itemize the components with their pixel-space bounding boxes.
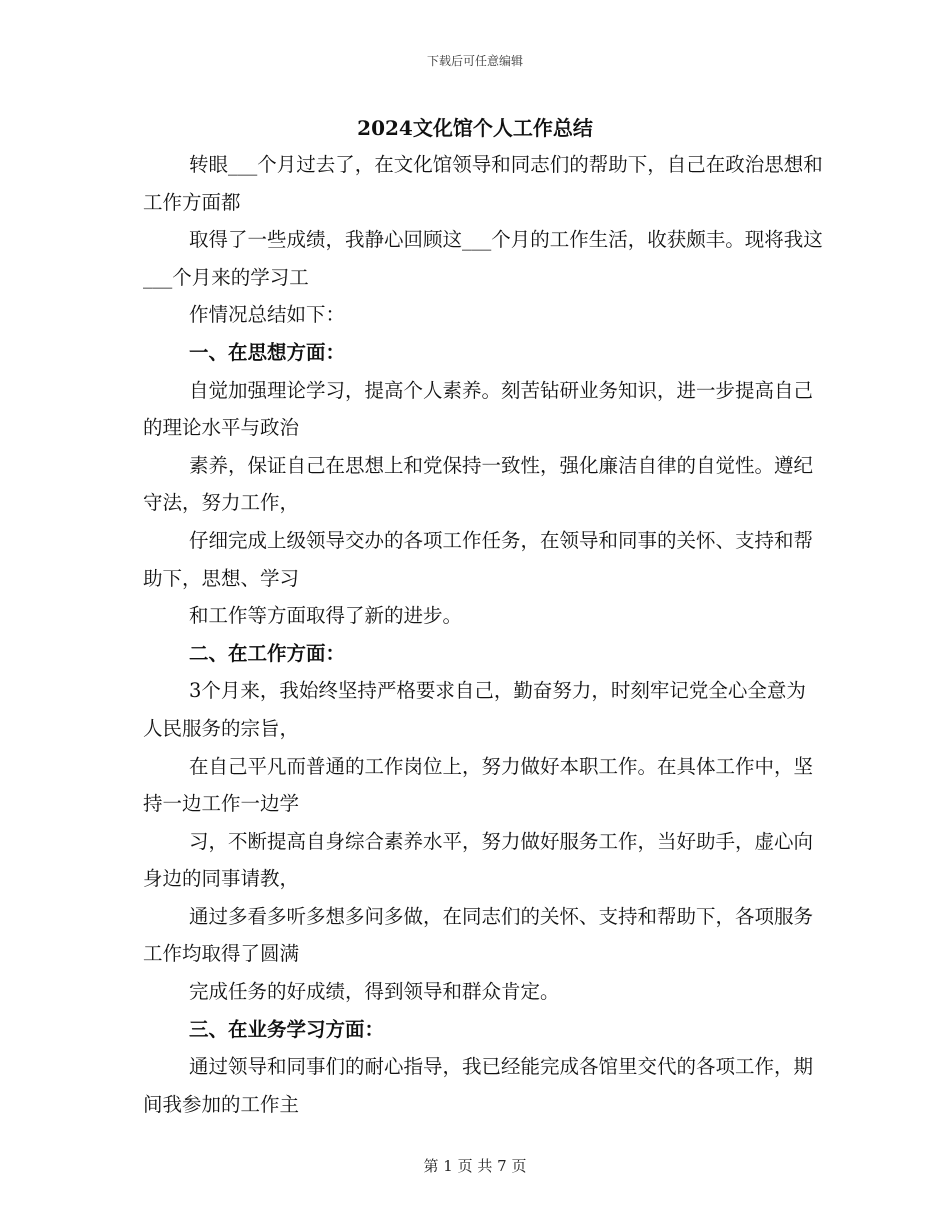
paragraph: 和工作等方面取得了新的进步。 xyxy=(189,604,463,628)
paragraph: 取得了一些成绩，我静心回顾这___个月的工作生活，收获颇丰。现将我这___个月来的学习工 xyxy=(143,228,823,289)
paragraph: 完成任务的好成绩，得到领导和群众肯定。 xyxy=(189,980,560,1004)
section-heading-thought: 一、在思想方面： xyxy=(189,340,346,364)
paragraph: 自觉加强理论学习，提高个人素养。刻苦钻研业务知识，进一步提高自己的理论水平与政治 xyxy=(143,378,814,440)
paragraph: 转眼___个月过去了，在文化馆领导和同志们的帮助下，自己在政治思想和工作方面都 xyxy=(143,153,823,214)
paragraph: 习，不断提高自身综合素养水平，努力做好服务工作，当好助手，虚心向身边的同事请教， xyxy=(143,829,814,891)
paragraph: 3个月来，我始终坚持严格要求自己，勤奋努力，时刻牢记党全心全意为人民服务的宗旨， xyxy=(143,679,806,740)
document-body xyxy=(143,146,823,1123)
page-number-footer: 第 1 页 共 7 页 xyxy=(423,1157,527,1175)
header-note: 下载后可任意编辑 xyxy=(426,54,523,68)
paragraph: 在自己平凡而普通的工作岗位上，努力做好本职工作。在具体工作中，坚持一边工作一边学 xyxy=(143,754,814,816)
paragraph: 通过多看多听多想多问多做，在同志们的关怀、支持和帮助下，各项服务工作均取得了圆满 xyxy=(143,904,814,966)
paragraph: 素养，保证自己在思想上和党保持一致性，强化廉洁自律的自觉性。遵纪守法，努力工作， xyxy=(143,453,814,515)
section-heading-study: 三、在业务学习方面： xyxy=(189,1017,385,1041)
section-heading-work: 二、在工作方面： xyxy=(189,641,346,665)
paragraph: 仔细完成上级领导交办的各项工作任务，在领导和同事的关怀、支持和帮助下，思想、学习 xyxy=(143,528,814,590)
paragraph: 通过领导和同事们的耐心指导，我已经能完成各馆里交代的各项工作，期间我参加的工作主 xyxy=(143,1055,814,1116)
document-title: 2024文化馆个人工作总结 xyxy=(357,116,593,140)
paragraph: 作情况总结如下： xyxy=(189,303,346,327)
